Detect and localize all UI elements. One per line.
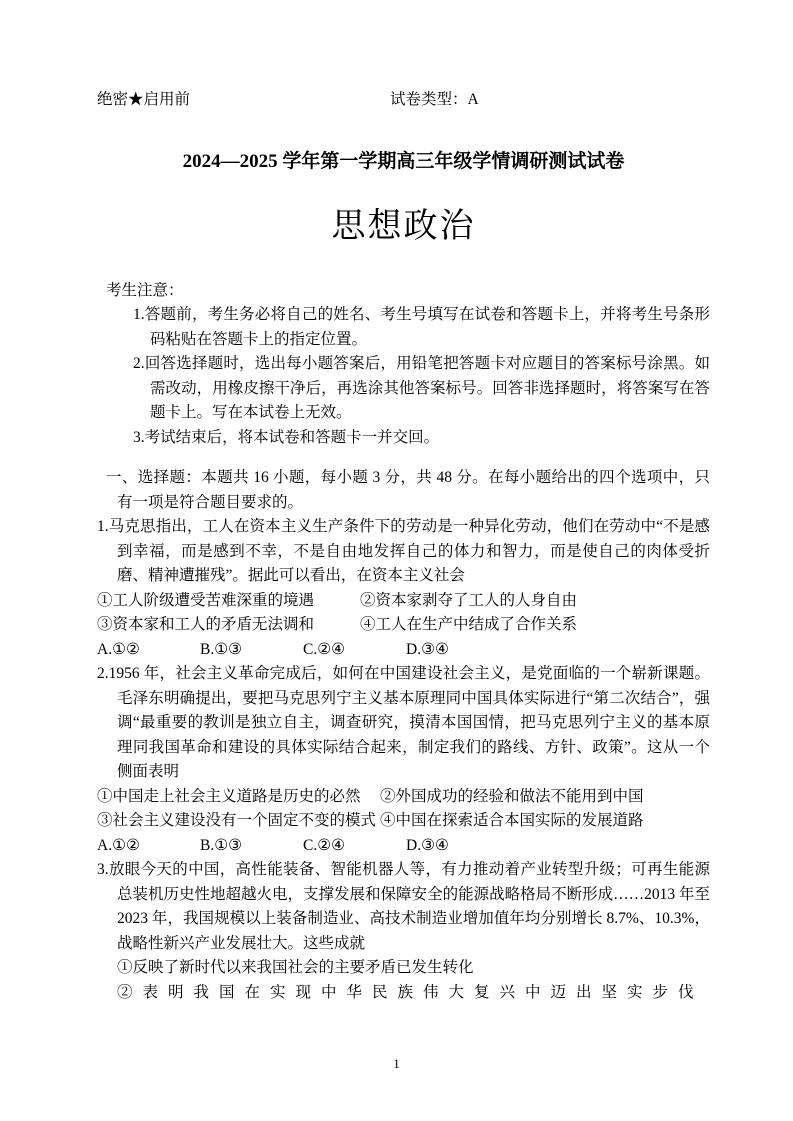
question-2-stem: 2.1956 年，社会主义革命完成后，如何在中国建设社会主义，是党面临的一个崭新课题。毛泽东明确提出，要把马克思列宁主义基本原理同中国具体实际进行“第二次结合”，强调“最重要的教训是独立自主，调查研究，摸清本国国情，把马克思列宁主义的基本原理同我国革命和建设的具体实际结合起来，制定我们的路线、方针、政策”。这从一个侧面表明	[97, 665, 710, 780]
option-1: ①中国走上社会主义道路是历史的必然	[97, 787, 361, 805]
choice-d: D.③④	[406, 836, 449, 854]
notice-item-2: 2.回答选择题时，选出每小题答案后，用铅笔把答题卡对应题目的答案标号涂黑。如需改动，用橡皮擦干净后，再选涂其他答案标号。回答非选择题时，将答案写在答题卡上。写在本试卷上无效。	[133, 355, 710, 421]
question-3-statement-1: ①反映了新时代以来我国社会的主要矛盾已发生转化	[117, 959, 474, 976]
question-1	[97, 515, 710, 662]
question-1-options-row-1	[97, 589, 710, 614]
question-2-options-row-2	[97, 809, 710, 834]
paper-header	[97, 88, 710, 113]
question-1-choices	[97, 638, 710, 663]
question-3-stem: 3.放眼今天的中国，高性能装备、智能机器人等，有力推动着产业转型升级；可再生能源总装机历史性地超越火电，支撑发展和保障安全的能源战略格局不断形成……2013 年至 2023 年，我国规模以上装备制造业、高技术制造业增加值年均分别增长 8.7%、10.3%，战略性新兴产业发展壮大。这些成就	[97, 861, 710, 952]
option-4: ④中国在探索适合本国实际的发展道路	[380, 812, 644, 829]
notice-item-1: 1.答题前，考生务必将自己的姓名、考生号填写在试卷和答题卡上，并将考生号条形码粘贴在答题卡上的指定位置。	[133, 306, 710, 348]
choice-b: B.①③	[200, 836, 243, 854]
option-2: ②资本家剥夺了工人的人身自由	[360, 591, 578, 609]
question-3-statement-2: ②表明我国在实现中华民族伟大复兴中迈出坚实步伐	[117, 983, 704, 1001]
choice-c: C.②④	[303, 836, 346, 854]
choice-b: B.①③	[200, 640, 243, 658]
question-2	[97, 662, 710, 858]
option-1: ①工人阶级遭受苦难深重的境遇	[97, 591, 315, 609]
option-3: ③资本家和工人的矛盾无法调和	[97, 616, 315, 633]
question-2-choices	[97, 834, 710, 859]
choice-a: A.①②	[97, 640, 140, 658]
choice-c: C.②④	[303, 640, 346, 658]
notice-item-3: 3.考试结束后，将本试卷和答题卡一并交回。	[133, 428, 440, 446]
option-3: ③社会主义建设没有一个固定不变的模式	[97, 812, 377, 829]
option-4: ④工人在生产中结成了合作关系	[360, 616, 578, 633]
paper-type-label: 试卷类型：A	[390, 91, 479, 108]
question-3	[97, 858, 710, 1005]
question-1-options-row-2	[97, 613, 710, 638]
security-label: 绝密★启用前	[97, 91, 191, 108]
subject-title: 思想政治	[331, 207, 476, 245]
choice-a: A.①②	[97, 836, 140, 854]
candidate-notice	[97, 279, 710, 451]
option-2: ②外国成功的经验和做法不能用到中国	[380, 787, 644, 805]
question-1-stem: 1.马克思指出，工人在资本主义生产条件下的劳动是一种异化劳动，他们在劳动中“不是感到幸福，而是感到不幸，不是自由地发挥自己的体力和智力，而是使自己的肉体受折磨、精神遭摧残”。据此可以看出，在资本主义社会	[97, 518, 710, 584]
notice-heading: 考生注意：	[106, 281, 184, 299]
exam-session-title: 2024—2025 学年第一学期高三年级学情调研测试试卷	[182, 150, 625, 172]
choice-d: D.③④	[406, 640, 449, 658]
section-heading: 一、选择题：本题共 16 小题，每小题 3 分，共 48 分。在每小题给出的四个选项中，只有一项是符合题目要求的。	[106, 469, 710, 511]
question-2-options-row-1	[97, 785, 710, 810]
page-number: 1	[393, 1056, 400, 1071]
